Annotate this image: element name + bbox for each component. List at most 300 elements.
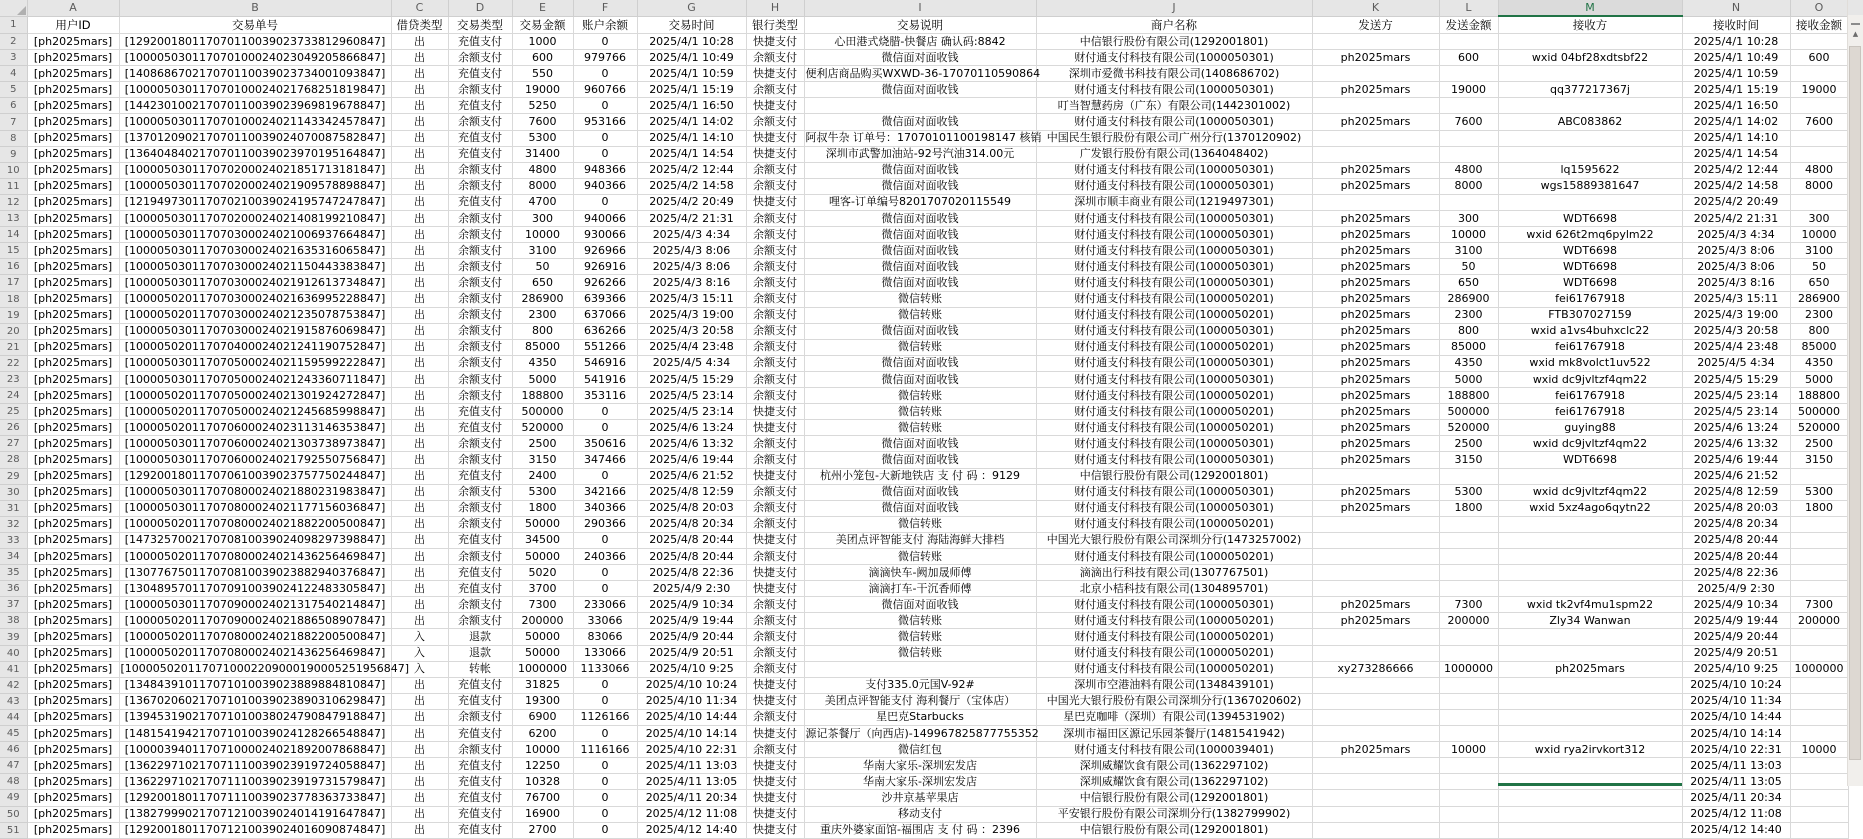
- cell-G29[interactable]: 2025/4/6 21:52: [637, 468, 746, 484]
- cell-J36[interactable]: 北京小桔科技有限公司(1304895701): [1036, 581, 1312, 597]
- cell-N45[interactable]: 2025/4/10 14:14: [1682, 726, 1790, 742]
- row-header-6[interactable]: 6: [0, 98, 27, 114]
- cell-D49[interactable]: 充值支付: [448, 790, 512, 806]
- cell-F18[interactable]: 639366: [573, 291, 637, 307]
- cell-E23[interactable]: 5000: [512, 371, 573, 387]
- cell-G8[interactable]: 2025/4/1 14:10: [637, 130, 746, 146]
- cell-F3[interactable]: 979766: [573, 50, 637, 66]
- cell-K45[interactable]: [1312, 726, 1439, 742]
- cell-N51[interactable]: 2025/4/12 14:40: [1682, 822, 1790, 838]
- cell-C33[interactable]: 出: [391, 532, 448, 548]
- cell-A48[interactable]: [ph2025mars]: [27, 774, 119, 790]
- cell-F28[interactable]: 347466: [573, 452, 637, 468]
- cell-J33[interactable]: 中国光大银行股份有限公司深圳分行(1473257002): [1036, 532, 1312, 548]
- split-handle[interactable]: [1851, 23, 1860, 25]
- cell-F16[interactable]: 926916: [573, 259, 637, 275]
- cell-E4[interactable]: 550: [512, 66, 573, 82]
- cell-M15[interactable]: WDT6698: [1498, 243, 1682, 259]
- cell-F50[interactable]: 0: [573, 806, 637, 822]
- cell-N13[interactable]: 2025/4/2 21:31: [1682, 211, 1790, 227]
- cell-I16[interactable]: 微信面对面收钱: [804, 259, 1036, 275]
- column-header-B[interactable]: B: [119, 0, 391, 16]
- column-header-I[interactable]: I: [804, 0, 1036, 16]
- cell-K4[interactable]: [1312, 66, 1439, 82]
- cell-E11[interactable]: 8000: [512, 178, 573, 194]
- cell-M18[interactable]: fei61767918: [1498, 291, 1682, 307]
- row-header-33[interactable]: 33: [0, 532, 27, 548]
- cell-M13[interactable]: WDT6698: [1498, 211, 1682, 227]
- cell-M30[interactable]: wxid dc9jvltzf4qm22: [1498, 484, 1682, 500]
- cell-D18[interactable]: 余额支付: [448, 291, 512, 307]
- cell-J39[interactable]: 财付通支付科技有限公司(1000050201): [1036, 629, 1312, 645]
- cell-F9[interactable]: 0: [573, 146, 637, 162]
- cell-E33[interactable]: 34500: [512, 532, 573, 548]
- cell-C43[interactable]: 出: [391, 693, 448, 709]
- cell-N24[interactable]: 2025/4/5 23:14: [1682, 388, 1790, 404]
- cell-M7[interactable]: ABC083862: [1498, 114, 1682, 130]
- cell-F6[interactable]: 0: [573, 98, 637, 114]
- cell-O47[interactable]: [1790, 758, 1848, 774]
- cell-K41[interactable]: xy273286666: [1312, 661, 1439, 677]
- cell-B2[interactable]: [129200180117070110039023733812960847]: [119, 34, 391, 50]
- cell-N32[interactable]: 2025/4/8 20:34: [1682, 516, 1790, 532]
- cell-L23[interactable]: 5000: [1439, 371, 1498, 387]
- cell-O16[interactable]: 50: [1790, 259, 1848, 275]
- cell-K31[interactable]: ph2025mars: [1312, 500, 1439, 516]
- cell-M12[interactable]: [1498, 194, 1682, 210]
- cell-H20[interactable]: 余额支付: [746, 323, 804, 339]
- cell-G6[interactable]: 2025/4/1 16:50: [637, 98, 746, 114]
- cell-D3[interactable]: 余额支付: [448, 50, 512, 66]
- cell-O42[interactable]: [1790, 677, 1848, 693]
- cell-L40[interactable]: [1439, 645, 1498, 661]
- cell-O2[interactable]: [1790, 34, 1848, 50]
- cell-A29[interactable]: [ph2025mars]: [27, 468, 119, 484]
- cell-C32[interactable]: 出: [391, 516, 448, 532]
- cell-B35[interactable]: [130776750117070810039023882940376847]: [119, 565, 391, 581]
- cell-E27[interactable]: 2500: [512, 436, 573, 452]
- cell-B23[interactable]: [100005030117070500024021243360711847]: [119, 371, 391, 387]
- cell-H2[interactable]: 快捷支付: [746, 34, 804, 50]
- cell-L19[interactable]: 2300: [1439, 307, 1498, 323]
- cell-F30[interactable]: 342166: [573, 484, 637, 500]
- cell-G9[interactable]: 2025/4/1 14:54: [637, 146, 746, 162]
- cell-O43[interactable]: [1790, 693, 1848, 709]
- cell-B21[interactable]: [100005020117070400024021241190752847]: [119, 339, 391, 355]
- cell-M49[interactable]: [1498, 790, 1682, 806]
- cell-A8[interactable]: [ph2025mars]: [27, 130, 119, 146]
- cell-O35[interactable]: [1790, 565, 1848, 581]
- cell-C26[interactable]: 出: [391, 420, 448, 436]
- cell-E45[interactable]: 6200: [512, 726, 573, 742]
- row-header-9[interactable]: 9: [0, 146, 27, 162]
- cell-F45[interactable]: 0: [573, 726, 637, 742]
- cell-L31[interactable]: 1800: [1439, 500, 1498, 516]
- cell-D26[interactable]: 充值支付: [448, 420, 512, 436]
- cell-J1[interactable]: 商户名称: [1036, 16, 1312, 34]
- cell-A16[interactable]: [ph2025mars]: [27, 259, 119, 275]
- cell-M2[interactable]: [1498, 34, 1682, 50]
- cell-J17[interactable]: 财付通支付科技有限公司(1000050301): [1036, 275, 1312, 291]
- cell-K28[interactable]: ph2025mars: [1312, 452, 1439, 468]
- cell-M36[interactable]: [1498, 581, 1682, 597]
- cell-H44[interactable]: 余额支付: [746, 709, 804, 725]
- cell-F49[interactable]: 0: [573, 790, 637, 806]
- cell-K2[interactable]: [1312, 34, 1439, 50]
- cell-K35[interactable]: [1312, 565, 1439, 581]
- cell-K34[interactable]: [1312, 549, 1439, 565]
- cell-N20[interactable]: 2025/4/3 20:58: [1682, 323, 1790, 339]
- cell-C2[interactable]: 出: [391, 34, 448, 50]
- cell-G47[interactable]: 2025/4/11 13:03: [637, 758, 746, 774]
- cell-L18[interactable]: 286900: [1439, 291, 1498, 307]
- cell-H13[interactable]: 余额支付: [746, 211, 804, 227]
- cell-I21[interactable]: 微信转账: [804, 339, 1036, 355]
- cell-G28[interactable]: 2025/4/6 19:44: [637, 452, 746, 468]
- cell-C21[interactable]: 出: [391, 339, 448, 355]
- row-header-43[interactable]: 43: [0, 693, 27, 709]
- cell-G38[interactable]: 2025/4/9 19:44: [637, 613, 746, 629]
- cell-D24[interactable]: 余额支付: [448, 388, 512, 404]
- cell-H15[interactable]: 余额支付: [746, 243, 804, 259]
- cell-O41[interactable]: 1000000: [1790, 661, 1848, 677]
- cell-I29[interactable]: 杭州小笼包-大新地铁店 支 付 码 ：9129: [804, 468, 1036, 484]
- cell-A45[interactable]: [ph2025mars]: [27, 726, 119, 742]
- column-header-G[interactable]: G: [637, 0, 746, 16]
- cell-L10[interactable]: 4800: [1439, 162, 1498, 178]
- cell-N10[interactable]: 2025/4/2 12:44: [1682, 162, 1790, 178]
- cell-B16[interactable]: [100005030117070300024021150443383847]: [119, 259, 391, 275]
- cell-L27[interactable]: 2500: [1439, 436, 1498, 452]
- cell-L3[interactable]: 600: [1439, 50, 1498, 66]
- cell-C19[interactable]: 出: [391, 307, 448, 323]
- cell-B25[interactable]: [100005020117070500024021245685998847]: [119, 404, 391, 420]
- cell-L30[interactable]: 5300: [1439, 484, 1498, 500]
- cell-F5[interactable]: 960766: [573, 82, 637, 98]
- cell-G22[interactable]: 2025/4/5 4:34: [637, 355, 746, 371]
- cell-I2[interactable]: 心田港式烧腊-快餐店 确认码:8842: [804, 34, 1036, 50]
- row-header-23[interactable]: 23: [0, 371, 27, 387]
- cell-K47[interactable]: [1312, 758, 1439, 774]
- cell-C51[interactable]: 出: [391, 822, 448, 838]
- cell-I11[interactable]: 微信面对面收钱: [804, 178, 1036, 194]
- cell-L15[interactable]: 3100: [1439, 243, 1498, 259]
- cell-J14[interactable]: 财付通支付科技有限公司(1000050301): [1036, 227, 1312, 243]
- cell-C18[interactable]: 出: [391, 291, 448, 307]
- cell-H17[interactable]: 余额支付: [746, 275, 804, 291]
- cell-H26[interactable]: 快捷支付: [746, 420, 804, 436]
- cell-C17[interactable]: 出: [391, 275, 448, 291]
- cell-A14[interactable]: [ph2025mars]: [27, 227, 119, 243]
- cell-M29[interactable]: [1498, 468, 1682, 484]
- cell-H49[interactable]: 快捷支付: [746, 790, 804, 806]
- cell-L51[interactable]: [1439, 822, 1498, 838]
- cell-G1[interactable]: 交易时间: [637, 16, 746, 34]
- cell-E13[interactable]: 300: [512, 211, 573, 227]
- cell-E8[interactable]: 5300: [512, 130, 573, 146]
- cell-A34[interactable]: [ph2025mars]: [27, 549, 119, 565]
- cell-I19[interactable]: 微信转账: [804, 307, 1036, 323]
- cell-M45[interactable]: [1498, 726, 1682, 742]
- cell-I8[interactable]: 阿叔牛杂 订单号：17070101100198147 核销: [804, 130, 1036, 146]
- cell-J40[interactable]: 财付通支付科技有限公司(1000050201): [1036, 645, 1312, 661]
- cell-C36[interactable]: 出: [391, 581, 448, 597]
- cell-J38[interactable]: 财付通支付科技有限公司(1000050201): [1036, 613, 1312, 629]
- cell-F20[interactable]: 636266: [573, 323, 637, 339]
- cell-K19[interactable]: ph2025mars: [1312, 307, 1439, 323]
- row-header-20[interactable]: 20: [0, 323, 27, 339]
- cell-N27[interactable]: 2025/4/6 13:32: [1682, 436, 1790, 452]
- cell-D12[interactable]: 充值支付: [448, 194, 512, 210]
- cell-J3[interactable]: 财付通支付科技有限公司(1000050301): [1036, 50, 1312, 66]
- cell-E39[interactable]: 50000: [512, 629, 573, 645]
- cell-O39[interactable]: [1790, 629, 1848, 645]
- cell-B48[interactable]: [136229710217071110039023919731579847]: [119, 774, 391, 790]
- cell-E24[interactable]: 188800: [512, 388, 573, 404]
- cell-I1[interactable]: 交易说明: [804, 16, 1036, 34]
- cell-E25[interactable]: 500000: [512, 404, 573, 420]
- cell-A51[interactable]: [ph2025mars]: [27, 822, 119, 838]
- cell-O15[interactable]: 3100: [1790, 243, 1848, 259]
- column-header-L[interactable]: L: [1439, 0, 1498, 16]
- cell-M27[interactable]: wxid dc9jvltzf4qm22: [1498, 436, 1682, 452]
- cell-K26[interactable]: ph2025mars: [1312, 420, 1439, 436]
- cell-K17[interactable]: ph2025mars: [1312, 275, 1439, 291]
- cell-F37[interactable]: 233066: [573, 597, 637, 613]
- cell-O37[interactable]: 7300: [1790, 597, 1848, 613]
- cell-H18[interactable]: 余额支付: [746, 291, 804, 307]
- cell-O21[interactable]: 85000: [1790, 339, 1848, 355]
- cell-B9[interactable]: [136404840217070110039023970195164847]: [119, 146, 391, 162]
- cell-H31[interactable]: 余额支付: [746, 500, 804, 516]
- cell-M51[interactable]: [1498, 822, 1682, 838]
- cell-E43[interactable]: 19300: [512, 693, 573, 709]
- cell-N2[interactable]: 2025/4/1 10:28: [1682, 34, 1790, 50]
- cell-L45[interactable]: [1439, 726, 1498, 742]
- cell-C10[interactable]: 出: [391, 162, 448, 178]
- cell-N26[interactable]: 2025/4/6 13:24: [1682, 420, 1790, 436]
- cell-B19[interactable]: [100005020117070300024021235078753847]: [119, 307, 391, 323]
- cell-F21[interactable]: 551266: [573, 339, 637, 355]
- cell-M5[interactable]: qq377217367j: [1498, 82, 1682, 98]
- cell-F42[interactable]: 0: [573, 677, 637, 693]
- cell-G11[interactable]: 2025/4/2 14:58: [637, 178, 746, 194]
- cell-B37[interactable]: [100005030117070900024021317540214847]: [119, 597, 391, 613]
- cell-A40[interactable]: [ph2025mars]: [27, 645, 119, 661]
- cell-G42[interactable]: 2025/4/10 10:24: [637, 677, 746, 693]
- cell-K33[interactable]: [1312, 532, 1439, 548]
- cell-I38[interactable]: 微信转账: [804, 613, 1036, 629]
- column-header-A[interactable]: A: [27, 0, 119, 16]
- cell-F36[interactable]: 0: [573, 581, 637, 597]
- cell-K38[interactable]: ph2025mars: [1312, 613, 1439, 629]
- cell-F1[interactable]: 账户余额: [573, 16, 637, 34]
- cell-O1[interactable]: 接收金额: [1790, 16, 1848, 34]
- cell-O5[interactable]: 19000: [1790, 82, 1848, 98]
- cell-A46[interactable]: [ph2025mars]: [27, 742, 119, 758]
- cell-L29[interactable]: [1439, 468, 1498, 484]
- cell-D23[interactable]: 余额支付: [448, 371, 512, 387]
- cell-L48[interactable]: [1439, 774, 1498, 790]
- cell-B40[interactable]: [100005020117070800024021436256469847]: [119, 645, 391, 661]
- cell-E22[interactable]: 4350: [512, 355, 573, 371]
- cell-G51[interactable]: 2025/4/12 14:40: [637, 822, 746, 838]
- cell-C20[interactable]: 出: [391, 323, 448, 339]
- cell-N39[interactable]: 2025/4/9 20:44: [1682, 629, 1790, 645]
- cell-N49[interactable]: 2025/4/11 20:34: [1682, 790, 1790, 806]
- cell-C44[interactable]: 出: [391, 709, 448, 725]
- cell-L22[interactable]: 4350: [1439, 355, 1498, 371]
- cell-M23[interactable]: wxid dc9jvltzf4qm22: [1498, 371, 1682, 387]
- cell-N1[interactable]: 接收时间: [1682, 16, 1790, 34]
- cell-K25[interactable]: ph2025mars: [1312, 404, 1439, 420]
- cell-C46[interactable]: 出: [391, 742, 448, 758]
- column-header-E[interactable]: E: [512, 0, 573, 16]
- cell-I12[interactable]: 哩客-订单编号8201707020115549: [804, 194, 1036, 210]
- cell-C8[interactable]: 出: [391, 130, 448, 146]
- row-header-34[interactable]: 34: [0, 549, 27, 565]
- cell-O45[interactable]: [1790, 726, 1848, 742]
- cell-B41[interactable]: [1000050201170710002209000190005251956847]: [119, 661, 391, 677]
- cell-N46[interactable]: 2025/4/10 22:31: [1682, 742, 1790, 758]
- cell-J51[interactable]: 中信银行股份有限公司(1292001801): [1036, 822, 1312, 838]
- cell-K50[interactable]: [1312, 806, 1439, 822]
- cell-D22[interactable]: 余额支付: [448, 355, 512, 371]
- cell-D41[interactable]: 转帐: [448, 661, 512, 677]
- cell-I35[interactable]: 滴滴快车-阙加晟师傅: [804, 565, 1036, 581]
- cell-E32[interactable]: 50000: [512, 516, 573, 532]
- cell-B39[interactable]: [100005020117070800024021882200500847]: [119, 629, 391, 645]
- cell-F15[interactable]: 926966: [573, 243, 637, 259]
- cell-F40[interactable]: 133066: [573, 645, 637, 661]
- cell-D20[interactable]: 余额支付: [448, 323, 512, 339]
- cell-L8[interactable]: [1439, 130, 1498, 146]
- cell-N25[interactable]: 2025/4/5 23:14: [1682, 404, 1790, 420]
- cell-D4[interactable]: 充值支付: [448, 66, 512, 82]
- cell-M39[interactable]: [1498, 629, 1682, 645]
- cell-E21[interactable]: 85000: [512, 339, 573, 355]
- cell-J4[interactable]: 深圳市爱微书科技有限公司(1408686702): [1036, 66, 1312, 82]
- cell-G30[interactable]: 2025/4/8 12:59: [637, 484, 746, 500]
- cell-K44[interactable]: [1312, 709, 1439, 725]
- cell-C48[interactable]: 出: [391, 774, 448, 790]
- cell-J15[interactable]: 财付通支付科技有限公司(1000050301): [1036, 243, 1312, 259]
- cell-I13[interactable]: 微信面对面收钱: [804, 211, 1036, 227]
- cell-O33[interactable]: [1790, 532, 1848, 548]
- cell-J6[interactable]: 叮当智慧药房（广东）有限公司(1442301002): [1036, 98, 1312, 114]
- cell-B29[interactable]: [129200180117070610039023757750244847]: [119, 468, 391, 484]
- cell-L21[interactable]: 85000: [1439, 339, 1498, 355]
- cell-B34[interactable]: [100005020117070800024021436256469847]: [119, 549, 391, 565]
- row-header-29[interactable]: 29: [0, 468, 27, 484]
- cell-E16[interactable]: 50: [512, 259, 573, 275]
- cell-F38[interactable]: 33066: [573, 613, 637, 629]
- cell-G48[interactable]: 2025/4/11 13:05: [637, 774, 746, 790]
- cell-D14[interactable]: 余额支付: [448, 227, 512, 243]
- cell-I43[interactable]: 美团点评智能支付 海利餐厅（宝体店）: [804, 693, 1036, 709]
- cell-G24[interactable]: 2025/4/5 23:14: [637, 388, 746, 404]
- cell-E7[interactable]: 7600: [512, 114, 573, 130]
- cell-M17[interactable]: WDT6698: [1498, 275, 1682, 291]
- cell-J37[interactable]: 财付通支付科技有限公司(1000050301): [1036, 597, 1312, 613]
- cell-E41[interactable]: 1000000: [512, 661, 573, 677]
- cell-G36[interactable]: 2025/4/9 2:30: [637, 581, 746, 597]
- cell-D19[interactable]: 余额支付: [448, 307, 512, 323]
- cell-J11[interactable]: 财付通支付科技有限公司(1000050301): [1036, 178, 1312, 194]
- cell-A43[interactable]: [ph2025mars]: [27, 693, 119, 709]
- cell-I14[interactable]: 微信面对面收钱: [804, 227, 1036, 243]
- cell-O50[interactable]: [1790, 806, 1848, 822]
- scroll-up-arrow-icon[interactable]: ▲: [1852, 30, 1859, 38]
- cell-L34[interactable]: [1439, 549, 1498, 565]
- cell-E51[interactable]: 2700: [512, 822, 573, 838]
- cell-J5[interactable]: 财付通支付科技有限公司(1000050301): [1036, 82, 1312, 98]
- cell-L39[interactable]: [1439, 629, 1498, 645]
- cell-L2[interactable]: [1439, 34, 1498, 50]
- cell-M40[interactable]: [1498, 645, 1682, 661]
- cell-H3[interactable]: 余额支付: [746, 50, 804, 66]
- cell-K10[interactable]: ph2025mars: [1312, 162, 1439, 178]
- cell-H25[interactable]: 快捷支付: [746, 404, 804, 420]
- cell-O38[interactable]: 200000: [1790, 613, 1848, 629]
- cell-E31[interactable]: 1800: [512, 500, 573, 516]
- cell-M32[interactable]: [1498, 516, 1682, 532]
- cell-F4[interactable]: 0: [573, 66, 637, 82]
- cell-E35[interactable]: 5020: [512, 565, 573, 581]
- cell-G14[interactable]: 2025/4/3 4:34: [637, 227, 746, 243]
- cell-C22[interactable]: 出: [391, 355, 448, 371]
- cell-G49[interactable]: 2025/4/11 20:34: [637, 790, 746, 806]
- cell-A22[interactable]: [ph2025mars]: [27, 355, 119, 371]
- row-header-30[interactable]: 30: [0, 484, 27, 500]
- cell-O6[interactable]: [1790, 98, 1848, 114]
- cell-N47[interactable]: 2025/4/11 13:03: [1682, 758, 1790, 774]
- cell-D9[interactable]: 充值支付: [448, 146, 512, 162]
- cell-O13[interactable]: 300: [1790, 211, 1848, 227]
- cell-B51[interactable]: [129200180117071210039024016090874847]: [119, 822, 391, 838]
- cell-I28[interactable]: 微信面对面收钱: [804, 452, 1036, 468]
- cell-F8[interactable]: 0: [573, 130, 637, 146]
- cell-E1[interactable]: 交易金额: [512, 16, 573, 34]
- row-header-15[interactable]: 15: [0, 243, 27, 259]
- cell-M25[interactable]: fei61767918: [1498, 404, 1682, 420]
- column-header-N[interactable]: N: [1682, 0, 1790, 16]
- cell-N12[interactable]: 2025/4/2 20:49: [1682, 194, 1790, 210]
- cell-B44[interactable]: [139453190217071010038024790847918847]: [119, 709, 391, 725]
- cell-F13[interactable]: 940066: [573, 211, 637, 227]
- cell-H30[interactable]: 余额支付: [746, 484, 804, 500]
- cell-D42[interactable]: 充值支付: [448, 677, 512, 693]
- cell-H19[interactable]: 余额支付: [746, 307, 804, 323]
- cell-A28[interactable]: [ph2025mars]: [27, 452, 119, 468]
- cell-J41[interactable]: 财付通支付科技有限公司(1000050201): [1036, 661, 1312, 677]
- cell-B5[interactable]: [100005030117070100024021768251819847]: [119, 82, 391, 98]
- cell-D7[interactable]: 余额支付: [448, 114, 512, 130]
- cell-F26[interactable]: 0: [573, 420, 637, 436]
- cell-L6[interactable]: [1439, 98, 1498, 114]
- row-header-26[interactable]: 26: [0, 420, 27, 436]
- cell-N33[interactable]: 2025/4/8 20:44: [1682, 532, 1790, 548]
- cell-D46[interactable]: 余额支付: [448, 742, 512, 758]
- cell-A25[interactable]: [ph2025mars]: [27, 404, 119, 420]
- row-header-31[interactable]: 31: [0, 500, 27, 516]
- cell-K21[interactable]: ph2025mars: [1312, 339, 1439, 355]
- cell-O22[interactable]: 4350: [1790, 355, 1848, 371]
- cell-A26[interactable]: [ph2025mars]: [27, 420, 119, 436]
- cell-I48[interactable]: 华南大家乐-深圳宏发店: [804, 774, 1036, 790]
- cell-A12[interactable]: [ph2025mars]: [27, 194, 119, 210]
- cell-N19[interactable]: 2025/4/3 19:00: [1682, 307, 1790, 323]
